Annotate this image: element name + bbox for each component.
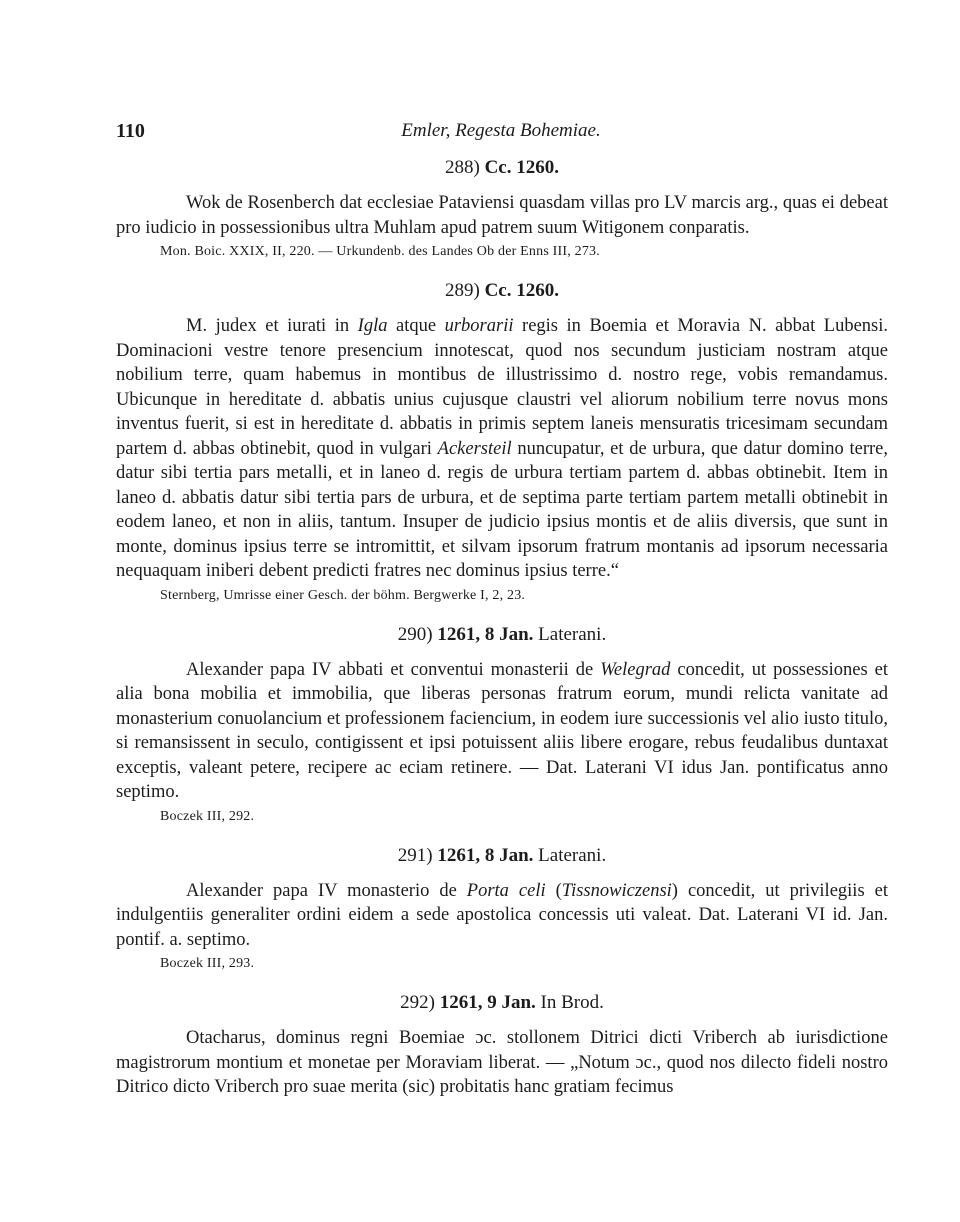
entry-heading — [116, 622, 888, 648]
entry-number: 292) — [400, 992, 440, 1013]
entry-source: Mon. Boic. XXIX, II, 220. — Urkundenb. des Landes Ob der Enns III, 273. — [160, 244, 600, 259]
entry-source: Boczek III, 293. — [160, 956, 255, 971]
entry-number: 290) — [397, 623, 438, 645]
document-body — [116, 155, 888, 1100]
text-run: concedit, ut possessiones et alia bona mobilia et immobilia, que liberas personas fratrum eorum, mundi relicta vanitate ad monasterium conuolancium et professionem faciencium, in eodem iure successionis vel alio iusto titulo, si remansissent in seculo, contigissent et ipsi potuissent aliis libere erogare, rebus feudalibus duntaxat exceptis, valeant petere, recipere ac eciam retinere. — Dat. Laterani VI idus Jan. pontificatus anno septimo. — [116, 659, 888, 802]
regest-entry — [116, 990, 888, 1100]
entry-date: 1261, 8 Jan. — [437, 623, 534, 645]
entry-date: Cc. 1260. — [484, 157, 559, 178]
italic-term: Igla — [357, 316, 388, 336]
page-header — [116, 120, 886, 150]
entry-place: Laterani. — [533, 844, 607, 866]
text-run: Alexander papa IV abbati et conventui monasterii de — [186, 659, 601, 680]
text-run: Otacharus, dominus regni Boemiae ɔc. stollonem Ditrici dicti Vriberch ab iurisdictione magistrorum montium et monetae per Moraviam liberat. — „Notum ɔc., quod nos dilecto fideli nostro Ditrico dicto Vriberch pro suae merita (sic) probitatis hanc gratiam fecimus — [116, 1028, 888, 1097]
entry-text — [116, 1026, 888, 1100]
entry-text — [116, 658, 888, 805]
entry-heading — [116, 278, 888, 304]
text-run: regis in Boemia et Moravia N. abbat Lubensi. Dominacioni vestre tenore presencium innotescat, quod nos secundum justiciam nostram atque nobilium terre, quam habemus in montibus de illustrissimo d. nostro rege, vobis remandamus. Ubicunque in hereditate d. abbatis unius cujusque claustri vel aliorum nobilium terre novus mons inventus fuerit, si est in hereditate d. abbatis in primis septem laneis mensuratis tricesimam secundam partem d. abbas obtinebit, quod in vulgari — [116, 316, 888, 459]
italic-term: urborarii — [444, 316, 514, 336]
entry-date: 1261, 8 Jan. — [437, 844, 534, 866]
running-title: Emler, Regesta Bohemiae. — [401, 120, 601, 141]
italic-term: Porta celi — [466, 880, 546, 901]
entry-source: Sternberg, Umrisse einer Gesch. der böhm. Bergwerke I, 2, 23. — [160, 587, 526, 603]
regest-entry — [116, 843, 888, 975]
entry-text — [116, 191, 888, 240]
text-run: Alexander papa IV monasterio de — [186, 880, 467, 901]
entry-source: Boczek III, 292. — [160, 808, 255, 824]
entry-heading — [116, 990, 888, 1016]
text-run: M. judex et iurati in — [186, 316, 358, 336]
text-run: nuncupatur, et de urbura, que datur domino terre, datur sibi tertia pars metalli, et in laneo d. regis de urbura tertiam partem d. abbas obtinebit. Item in laneo d. abbatis datur sibi tertia pars de urbura, et de septima parte tertiam partem metalli obtinebit in eodem laneo, et non in aliis, tantum. Insuper de judicio ipsius montis et de aliis diversis, que sunt in monte, dominus ipsius terre se intromittit, et silvam ipsorum fratrum montanis ad ipsorum necessaria nequaquam iniberi debent predicti fratres nec dominus ipsius terre.“ — [116, 438, 889, 581]
entry-number: 291) — [397, 844, 438, 866]
entry-number: 288) — [445, 157, 485, 178]
text-run: Wok de Rosenberch dat ecclesiae Pataviensi quasdam villas pro LV marcis arg., quas ei debeat pro iudicio in possessionibus ultra Muhlam apud patrem suum Witigonem conparatis. — [116, 193, 888, 238]
italic-term: Tissnowiczensi — [561, 880, 672, 901]
entry-date: Cc. 1260. — [484, 280, 559, 301]
page-number: 110 — [116, 120, 145, 142]
text-run: atque — [387, 316, 445, 336]
entry-text — [116, 879, 888, 953]
entry-text — [116, 314, 888, 584]
entry-place: In Brod. — [535, 992, 604, 1013]
entry-date: 1261, 9 Jan. — [439, 992, 536, 1013]
regest-entry — [116, 278, 888, 606]
text-run: ( — [545, 880, 562, 901]
entry-place: Laterani. — [533, 623, 607, 645]
entry-heading — [116, 155, 888, 181]
italic-term: Welegrad — [600, 659, 671, 680]
italic-term: Ackersteil — [437, 438, 512, 459]
entry-heading — [116, 843, 888, 869]
regest-entry — [116, 155, 888, 262]
regest-entry — [116, 622, 888, 827]
entry-number: 289) — [445, 280, 485, 301]
text-run: ) concedit, ut privilegiis et indulgentiis generaliter ordini eidem a sede apostolica concessis uti valeat. Dat. Laterani VI id. Jan. pontif. a. septimo. — [116, 880, 888, 950]
